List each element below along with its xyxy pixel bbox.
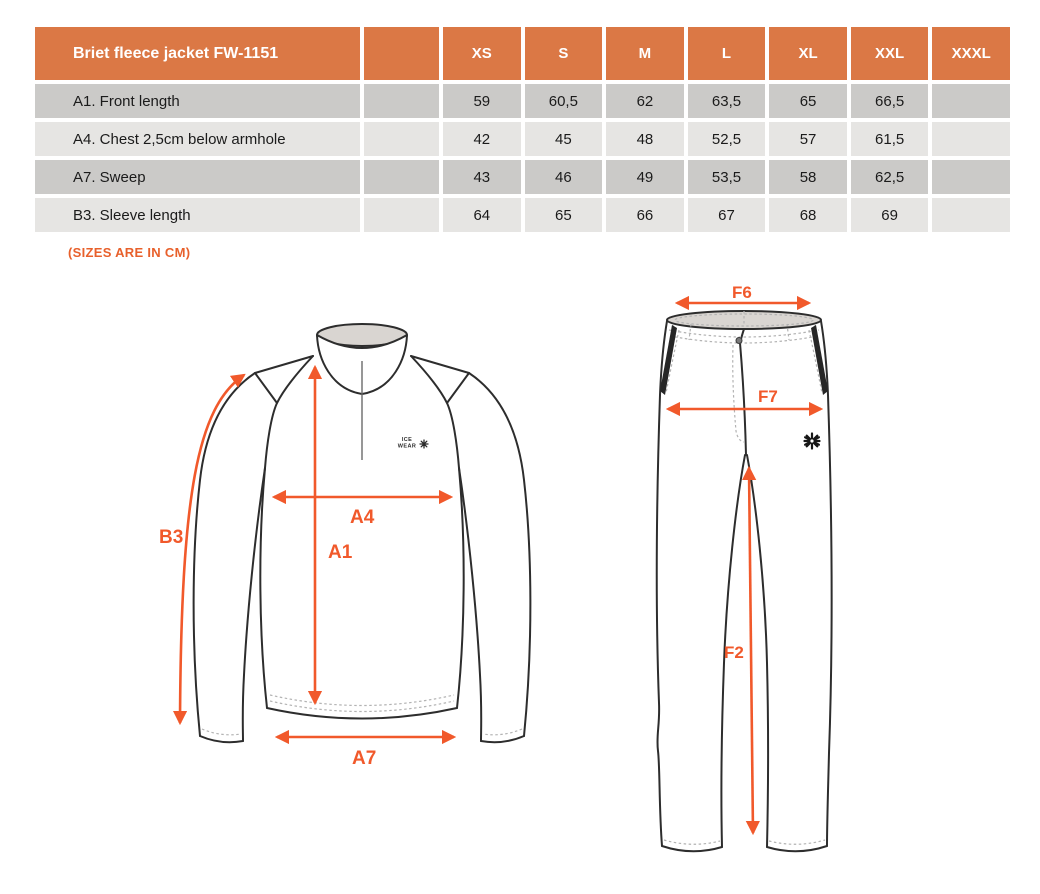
size-value-cell: 65 — [525, 198, 603, 232]
svg-text:WEAR: WEAR — [397, 443, 417, 450]
size-column-header: M — [606, 27, 684, 80]
size-chart-body — [35, 84, 1010, 232]
measurement-label-a7: A7 — [352, 748, 377, 769]
measurement-label-f2: F2 — [724, 643, 744, 662]
measurement-label-a4: A4 — [350, 507, 375, 528]
size-value-cell: 58 — [769, 160, 847, 194]
size-column-header: XXL — [851, 27, 929, 80]
waist-button — [736, 338, 742, 344]
size-value-cell: 57 — [769, 122, 847, 156]
size-value-cell: 60,5 — [525, 84, 603, 118]
table-title: Briet fleece jacket FW-1151 — [35, 27, 360, 80]
size-value-cell: 66,5 — [851, 84, 929, 118]
size-value-cell: 62,5 — [851, 160, 929, 194]
row-label: A1. Front length — [35, 84, 360, 118]
row-spacer-cell — [364, 84, 439, 118]
size-value-cell: 52,5 — [688, 122, 766, 156]
f2-arrow — [749, 468, 753, 833]
size-value-cell — [932, 198, 1010, 232]
size-chart-table — [35, 27, 1010, 236]
size-value-cell: 61,5 — [851, 122, 929, 156]
row-spacer-cell — [364, 160, 439, 194]
size-value-cell: 62 — [606, 84, 684, 118]
measurement-label-f6: F6 — [732, 283, 752, 302]
row-label: A7. Sweep — [35, 160, 360, 194]
jacket-measurement-diagram — [145, 295, 585, 795]
size-value-cell: 67 — [688, 198, 766, 232]
table-row — [35, 198, 1010, 232]
row-label: B3. Sleeve length — [35, 198, 360, 232]
table-header-spacer-cell — [364, 27, 439, 80]
snowflake-logo-icon — [805, 434, 820, 449]
row-spacer-cell — [364, 122, 439, 156]
size-value-cell — [932, 160, 1010, 194]
size-value-cell: 65 — [769, 84, 847, 118]
measurement-label-a1: A1 — [328, 542, 353, 563]
measurement-label-f7: F7 — [758, 387, 778, 406]
measurement-label-b3: B3 — [159, 527, 184, 548]
size-value-cell: 66 — [606, 198, 684, 232]
size-value-cell: 49 — [606, 160, 684, 194]
icewear-logo — [398, 437, 428, 450]
size-value-cell — [932, 122, 1010, 156]
row-spacer-cell — [364, 198, 439, 232]
pants-measurement-arrows — [668, 283, 821, 833]
size-value-cell: 46 — [525, 160, 603, 194]
snowflake-logo-icon — [420, 440, 428, 448]
size-value-cell: 45 — [525, 122, 603, 156]
table-row — [35, 122, 1010, 156]
table-row — [35, 160, 1010, 194]
size-value-cell: 59 — [443, 84, 521, 118]
size-value-cell: 69 — [851, 198, 929, 232]
size-value-cell: 68 — [769, 198, 847, 232]
size-value-cell: 42 — [443, 122, 521, 156]
jacket-collar — [317, 324, 407, 460]
size-column-header: XXXL — [932, 27, 1010, 80]
size-column-header: S — [525, 27, 603, 80]
size-value-cell: 64 — [443, 198, 521, 232]
pants-outline — [657, 311, 832, 851]
size-column-header: XS — [443, 27, 521, 80]
sizes-unit-note: (SIZES ARE IN CM) — [68, 245, 191, 260]
size-chart-header-row — [35, 27, 1010, 80]
size-value-cell: 43 — [443, 160, 521, 194]
row-label: A4. Chest 2,5cm below armhole — [35, 122, 360, 156]
size-value-cell: 53,5 — [688, 160, 766, 194]
size-value-cell: 63,5 — [688, 84, 766, 118]
pants-measurement-diagram — [615, 283, 880, 883]
table-row — [35, 84, 1010, 118]
size-column-header: XL — [769, 27, 847, 80]
svg-text:ICE: ICE — [401, 437, 413, 443]
size-column-header: L — [688, 27, 766, 80]
size-value-cell: 48 — [606, 122, 684, 156]
size-value-cell — [932, 84, 1010, 118]
